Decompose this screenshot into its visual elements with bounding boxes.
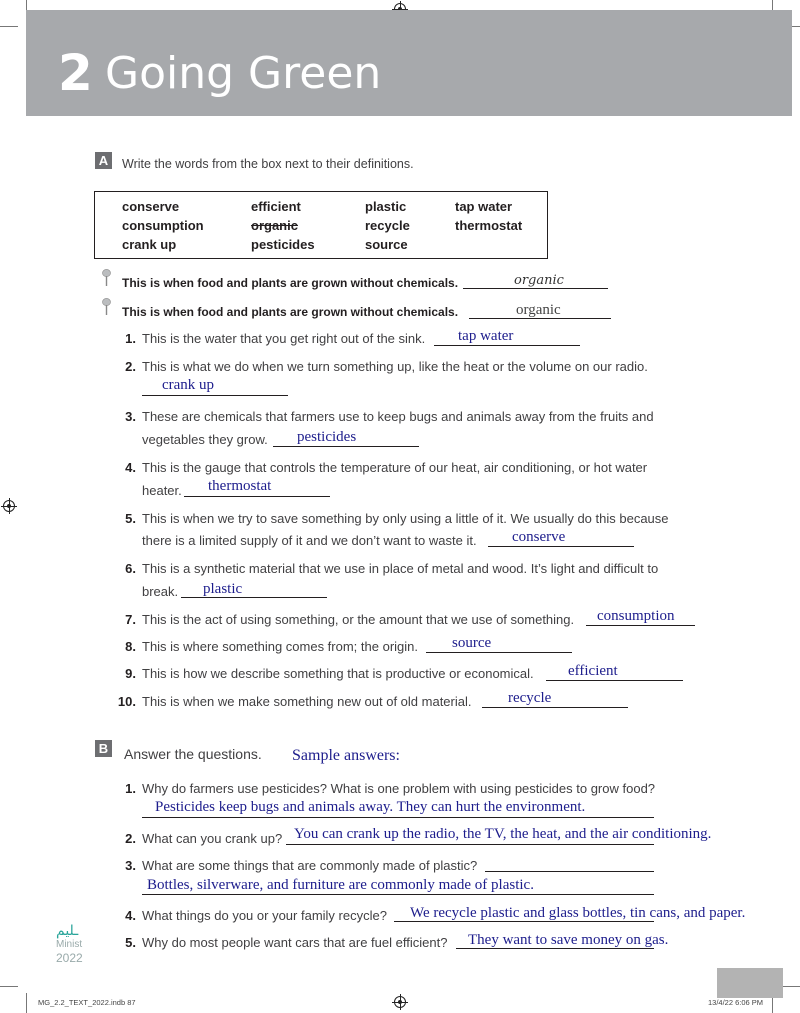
example-answer: organic [514,273,564,288]
question-number: 6. [125,561,136,576]
word-box-item: pesticides [251,237,315,252]
ministry-text: Minist [56,939,83,950]
example-sentence: This is when food and plants are grown without chemicals. [122,276,459,290]
pushpin-icon [102,298,111,316]
answer-line [586,625,695,626]
answer-line [142,817,654,818]
answer-line [142,894,654,895]
answer-line [426,652,572,653]
answer-line [546,680,683,681]
registration-mark-icon [394,996,406,1008]
answer-text: Pesticides keep bugs and animals away. They can hurt the environment. [155,799,586,815]
question-text-cont: vegetables they grow. [142,432,268,447]
answer-text: You can crank up the radio, the TV, the heat, and the air conditioning. [294,826,712,842]
question-text: This is the act of using something, or the amount that we use of something. [142,612,575,627]
question-number: 3. [125,409,136,424]
crop-mark [782,986,800,987]
question-number: 10. [117,694,136,709]
answer-line [482,707,628,708]
page-tab [717,968,783,998]
year-text: 2022 [56,951,83,965]
word-box-item: tap water [455,199,513,214]
question-text: Why do most people want cars that are fuel efficient? [142,935,448,950]
question-text: This is the water that you get right out of the sink. [142,331,426,346]
question-number: 2. [125,831,136,846]
answer-text: plastic [203,581,243,597]
question-text: This is when we try to save something by only using a little of it. We usually do this because [142,511,669,526]
sample-answers-note: Sample answers: [292,747,400,764]
section-b-instruction: Answer the questions. [124,746,262,762]
answer-line [488,546,634,547]
question-number: 5. [125,935,136,950]
question-text: This is the gauge that controls the temperature of our heat, air conditioning, or hot water [142,460,648,475]
question-text-cont: heater. [142,483,182,498]
question-number: 3. [125,858,136,873]
question-text: What things do you or your family recycle? [142,908,387,923]
word-box-item: thermostat [455,218,523,233]
footer-file: MG_2.2_TEXT_2022.indb 87 [38,998,136,1007]
answer-text: thermostat [208,478,272,494]
answer-line [286,844,654,845]
section-b-label: B [95,740,112,757]
answer-line [485,871,654,872]
question-number: 8. [125,639,136,654]
example-sentence: This is when food and plants are grown without chemicals. [122,305,459,319]
word-box-item: recycle [365,218,410,233]
answer-text: crank up [162,377,215,393]
question-number: 1. [125,331,136,346]
question-text: Why do farmers use pesticides? What is one problem with using pesticides to grow food? [142,781,656,796]
question-number: 2. [125,359,136,374]
answer-line [273,446,419,447]
word-box-item: crank up [122,237,177,252]
answer-text: They want to save money on gas. [468,932,669,948]
crop-mark [0,986,18,987]
answer-text: consumption [597,608,675,624]
question-text: These are chemicals that farmers use to keep bugs and animals away from the fruits and [142,409,654,424]
answer-text: recycle [508,690,552,706]
answer-text: conserve [512,529,566,545]
section-a-label: A [95,152,112,169]
answer-text: We recycle plastic and glass bottles, tin cans, and paper. [410,905,746,921]
word-box-item: consumption [122,218,204,233]
page-title: Going Green [105,48,382,99]
crop-mark [0,26,18,27]
crop-mark [26,993,27,1013]
example-answer: organic [516,302,561,318]
question-number: 7. [125,612,136,627]
ministry-logo: ـليم [56,922,79,938]
word-box-item: source [365,237,408,252]
word-box-item: conserve [122,199,180,214]
answer-text: tap water [458,328,514,344]
word-box-item-crossed: organic [251,218,298,233]
question-text: What are some things that are commonly made of plastic? [142,858,478,873]
answer-text: pesticides [297,429,357,445]
registration-mark-icon [3,500,15,512]
question-number: 4. [125,460,136,475]
word-box-item: efficient [251,199,301,214]
pushpin-icon [102,269,111,287]
question-text-cont: break. [142,584,179,599]
question-number: 4. [125,908,136,923]
section-a-instruction: Write the words from the box next to their definitions. [122,157,414,171]
footer-date: 13/4/22 6:06 PM [708,998,764,1007]
unit-number: 2 [58,44,93,102]
question-text: This is where something comes from; the origin. [142,639,418,654]
answer-line [142,395,288,396]
question-text: This is what we do when we turn something up, like the heat or the volume on our radio. [142,359,648,374]
answer-text: efficient [568,663,618,679]
question-number: 9. [125,666,136,681]
question-text: This is a synthetic material that we use in place of metal and wood. It’s light and difficult to [142,561,659,576]
question-number: 5. [125,511,136,526]
answer-line [463,288,608,289]
question-text-cont: there is a limited supply of it and we don’t want to waste it. [142,533,477,548]
answer-text: source [452,635,492,651]
question-text: What can you crank up? [142,831,283,846]
answer-line [434,345,580,346]
word-box-item: plastic [365,199,407,214]
answer-line [184,496,330,497]
question-number: 1. [125,781,136,796]
question-text: This is when we make something new out of old material. [142,694,472,709]
answer-text: Bottles, silverware, and furniture are commonly made of plastic. [147,877,534,893]
question-text: This is how we describe something that is productive or economical. [142,666,534,681]
